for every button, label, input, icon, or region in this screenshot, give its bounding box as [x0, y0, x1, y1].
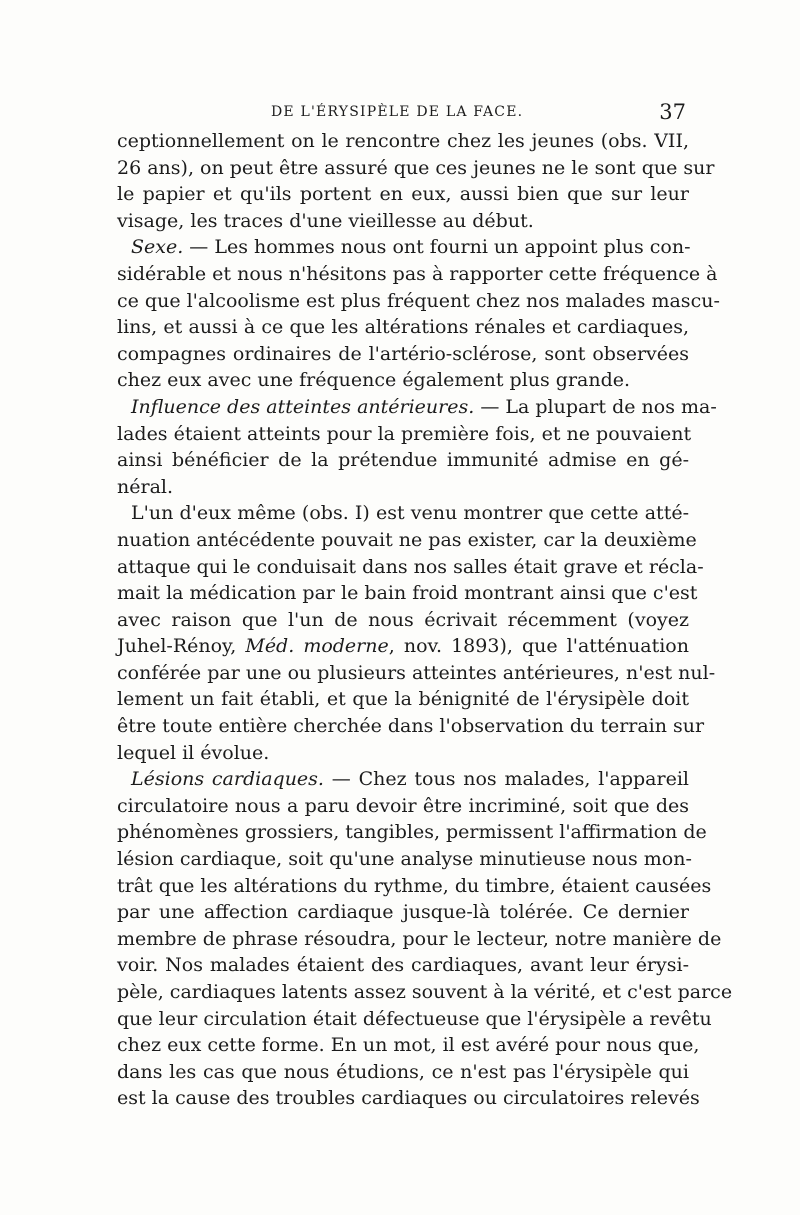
- text-line: [117, 1006, 712, 1033]
- text-line: [117, 793, 689, 820]
- section-heading: Influence des atteintes antérieures.: [131, 395, 475, 418]
- line-text: — Les hommes nous ont fourni un appoint plus con-: [183, 236, 691, 259]
- line-text: chez eux avec une fréquence également plus grande.: [117, 369, 631, 392]
- page-number: 37: [659, 100, 686, 124]
- text-line: [117, 155, 715, 182]
- text-line: [117, 633, 689, 660]
- line-text: que leur circulation était défectueuse que l'érysipèle a revêtu: [117, 1007, 712, 1030]
- citation-title: Méd. moderne: [245, 635, 389, 658]
- line-text: avec raison que l'un de nous écrivait récemment (voyez: [117, 608, 689, 631]
- line-text: est la cause des troubles cardiaques ou circulatoires relevés: [117, 1087, 700, 1110]
- text-line: [117, 766, 689, 793]
- line-text: trât que les altérations du rythme, du timbre, étaient causées: [117, 874, 712, 897]
- text-line: [117, 819, 707, 846]
- text-line: [117, 128, 689, 155]
- text-line: [117, 1085, 700, 1112]
- line-text: , nov. 1893), que l'atténuation: [388, 635, 689, 658]
- line-text: membre de phrase résoudra, pour le lecteur, notre manière de: [117, 927, 722, 950]
- text-line: [117, 554, 704, 581]
- text-line: [117, 181, 689, 208]
- line-text: voir. Nos malades étaient des cardiaques, avant leur érysi-: [117, 954, 689, 977]
- section-heading: Sexe.: [131, 236, 184, 259]
- text-line: [117, 527, 697, 554]
- line-text: conférée par une ou plusieurs atteintes antérieures, n'est nul-: [117, 661, 716, 684]
- text-line: [117, 447, 689, 474]
- line-text: dans les cas que nous étudions, ce n'est pas l'érysipèle qui: [117, 1060, 689, 1083]
- text-line: [117, 926, 722, 953]
- text-line: [117, 474, 689, 501]
- text-line: [117, 979, 733, 1006]
- text-line: [117, 208, 689, 235]
- line-text: ce que l'alcoolisme est plus fréquent chez nos malades mascu-: [117, 289, 720, 312]
- text-line: [117, 873, 712, 900]
- line-text: 26 ans), on peut être assuré que ces jeunes ne le sont que sur: [117, 156, 715, 179]
- text-line: [117, 234, 689, 261]
- text-line: [117, 288, 720, 315]
- text-line: [117, 899, 689, 926]
- line-text: néral.: [117, 475, 174, 498]
- line-text: pèle, cardiaques latents assez souvent à la vérité, et c'est parce: [117, 981, 733, 1003]
- line-text: par une affection cardiaque jusque-là tolérée. Ce dernier: [117, 901, 689, 924]
- line-text: lement un fait établi, et que la bénignité de l'érysipèle doit: [117, 688, 689, 711]
- text-line: [117, 846, 692, 873]
- body-text: [117, 128, 733, 1112]
- line-text: lésion cardiaque, soit qu'une analyse minutieuse nous mon-: [117, 848, 692, 871]
- line-text: mait la médication par le bain froid montrant ainsi que c'est: [117, 582, 698, 605]
- line-text: chez eux cette forme. En un mot, il est avéré pour nous que,: [117, 1034, 700, 1057]
- text-line: [117, 607, 689, 634]
- line-text: phénomènes grossiers, tangibles, permissent l'affirmation de: [117, 821, 707, 844]
- text-line: [117, 713, 705, 740]
- section-heading: Lésions cardiaques.: [131, 768, 324, 791]
- text-line: [117, 367, 689, 394]
- line-text: lades étaient atteints pour la première fois, et ne pouvaient: [117, 422, 692, 445]
- text-line: [117, 580, 698, 607]
- line-text: le papier et qu'ils portent en eux, aussi bien que sur leur: [117, 183, 689, 206]
- line-text: — Chez tous nos malades, l'appareil: [323, 768, 689, 791]
- text-line: [117, 952, 689, 979]
- line-text: lins, et aussi à ce que les altérations rénales et cardiaques,: [117, 316, 689, 339]
- line-text: compagnes ordinaires de l'artério-sclérose, sont observées: [117, 342, 689, 365]
- text-line: [117, 341, 689, 368]
- line-text: ceptionnellement on le rencontre chez les jeunes (obs. VII,: [117, 130, 689, 152]
- line-text: ainsi bénéficier de la prétendue immunité admise en gé-: [117, 449, 689, 472]
- line-text: lequel il évolue.: [117, 741, 270, 764]
- line-text: sidérable et nous n'hésitons pas à rapporter cette fréquence à: [117, 262, 718, 285]
- text-line: [117, 686, 689, 713]
- line-text: Juhel-Rénoy,: [117, 635, 246, 658]
- text-line: [117, 394, 717, 421]
- text-line: [117, 1059, 689, 1086]
- text-line: [117, 261, 718, 288]
- line-text: — La plupart de nos ma-: [474, 395, 717, 418]
- text-line: [117, 421, 692, 448]
- text-line: [117, 500, 689, 527]
- line-text: attaque qui le conduisait dans nos salles était grave et récla-: [117, 555, 704, 578]
- text-line: [117, 1032, 700, 1059]
- line-text: L'un d'eux même (obs. I) est venu montrer que cette atté-: [131, 502, 689, 525]
- line-text: nuation antécédente pouvait ne pas exister, car la deuxième: [117, 528, 697, 551]
- running-title: DE L'ÉRYSIPÈLE DE LA FACE.: [271, 104, 524, 120]
- text-line: [117, 314, 689, 341]
- text-line: [117, 660, 716, 687]
- line-text: visage, les traces d'une vieillesse au début.: [117, 209, 534, 232]
- line-text: circulatoire nous a paru devoir être incriminé, soit que des: [117, 794, 689, 817]
- text-line: [117, 740, 689, 767]
- line-text: être toute entière cherchée dans l'observation du terrain sur: [117, 715, 705, 738]
- page-header: [116, 99, 686, 125]
